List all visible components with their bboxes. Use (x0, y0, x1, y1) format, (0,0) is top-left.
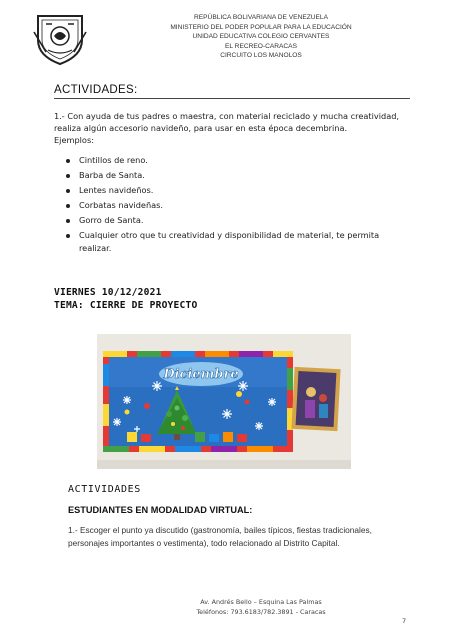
footer-phones: Teléfonos: 793.6183/782.3891 - Caracas (196, 608, 326, 616)
banner-text: Diciembre (163, 367, 239, 382)
date-heading: VIERNES 10/12/2021 (54, 287, 162, 298)
topic-heading: TEMA: CIERRE DE PROYECTO (54, 300, 198, 311)
footer-address: Av. Andrés Bello – Esquina Las Palmas (200, 598, 322, 606)
diciembre-banner (159, 362, 243, 386)
header-line: UNIDAD EDUCATIVA COLEGIO CERVANTES (192, 33, 330, 41)
activities-heading-2: ACTIVIDADES (68, 484, 141, 495)
header-line: REPÚBLICA BOLIVARIANA DE VENEZUELA (194, 14, 328, 21)
school-crest-logo (32, 12, 88, 66)
bulletin-board-photo (97, 334, 351, 469)
virtual-activity-paragraph: 1.- Escoger el punto ya discutido (gastronomía, bailes típicos, fiestas tradicionales, personajes importantes o vestimenta), todo relacionado al Distrito Capital. (68, 525, 372, 548)
nativity-picture (291, 367, 340, 431)
header-line: MINISTERIO DEL PODER POPULAR PARA LA EDUCACIÓN (170, 23, 352, 31)
examples-label: Ejemplos: (54, 135, 94, 146)
activities-heading: ACTIVIDADES: (54, 84, 138, 96)
list-item: Cualquier otro que tu creatividad y disponibilidad de material, te permita realizar. (64, 228, 404, 254)
heading-underline (54, 98, 410, 99)
list-item: Cintillos de reno. (64, 153, 404, 168)
list-item: Corbatas navideñas. (64, 198, 404, 213)
header-line: CIRCUITO LOS MANOLOS (220, 52, 302, 60)
institution-header (150, 13, 372, 61)
virtual-students-subheading: ESTUDIANTES EN MODALIDAD VIRTUAL: (68, 505, 253, 515)
list-item: Barba de Santa. (64, 168, 404, 183)
list-item: Lentes navideños. (64, 183, 404, 198)
header-line: EL RECREO-CARACAS (225, 42, 297, 50)
instruction-paragraph: 1.- Con ayuda de tus padres o maestra, con material reciclado y mucha creatividad, realiza algún accesorio navideño, para usar en esta época decembrina. (54, 111, 400, 134)
page-number: 7 (402, 617, 407, 625)
examples-list (64, 153, 404, 254)
activity-instructions (54, 110, 416, 147)
list-item: Gorro de Santa. (64, 213, 404, 228)
footer (150, 597, 372, 617)
